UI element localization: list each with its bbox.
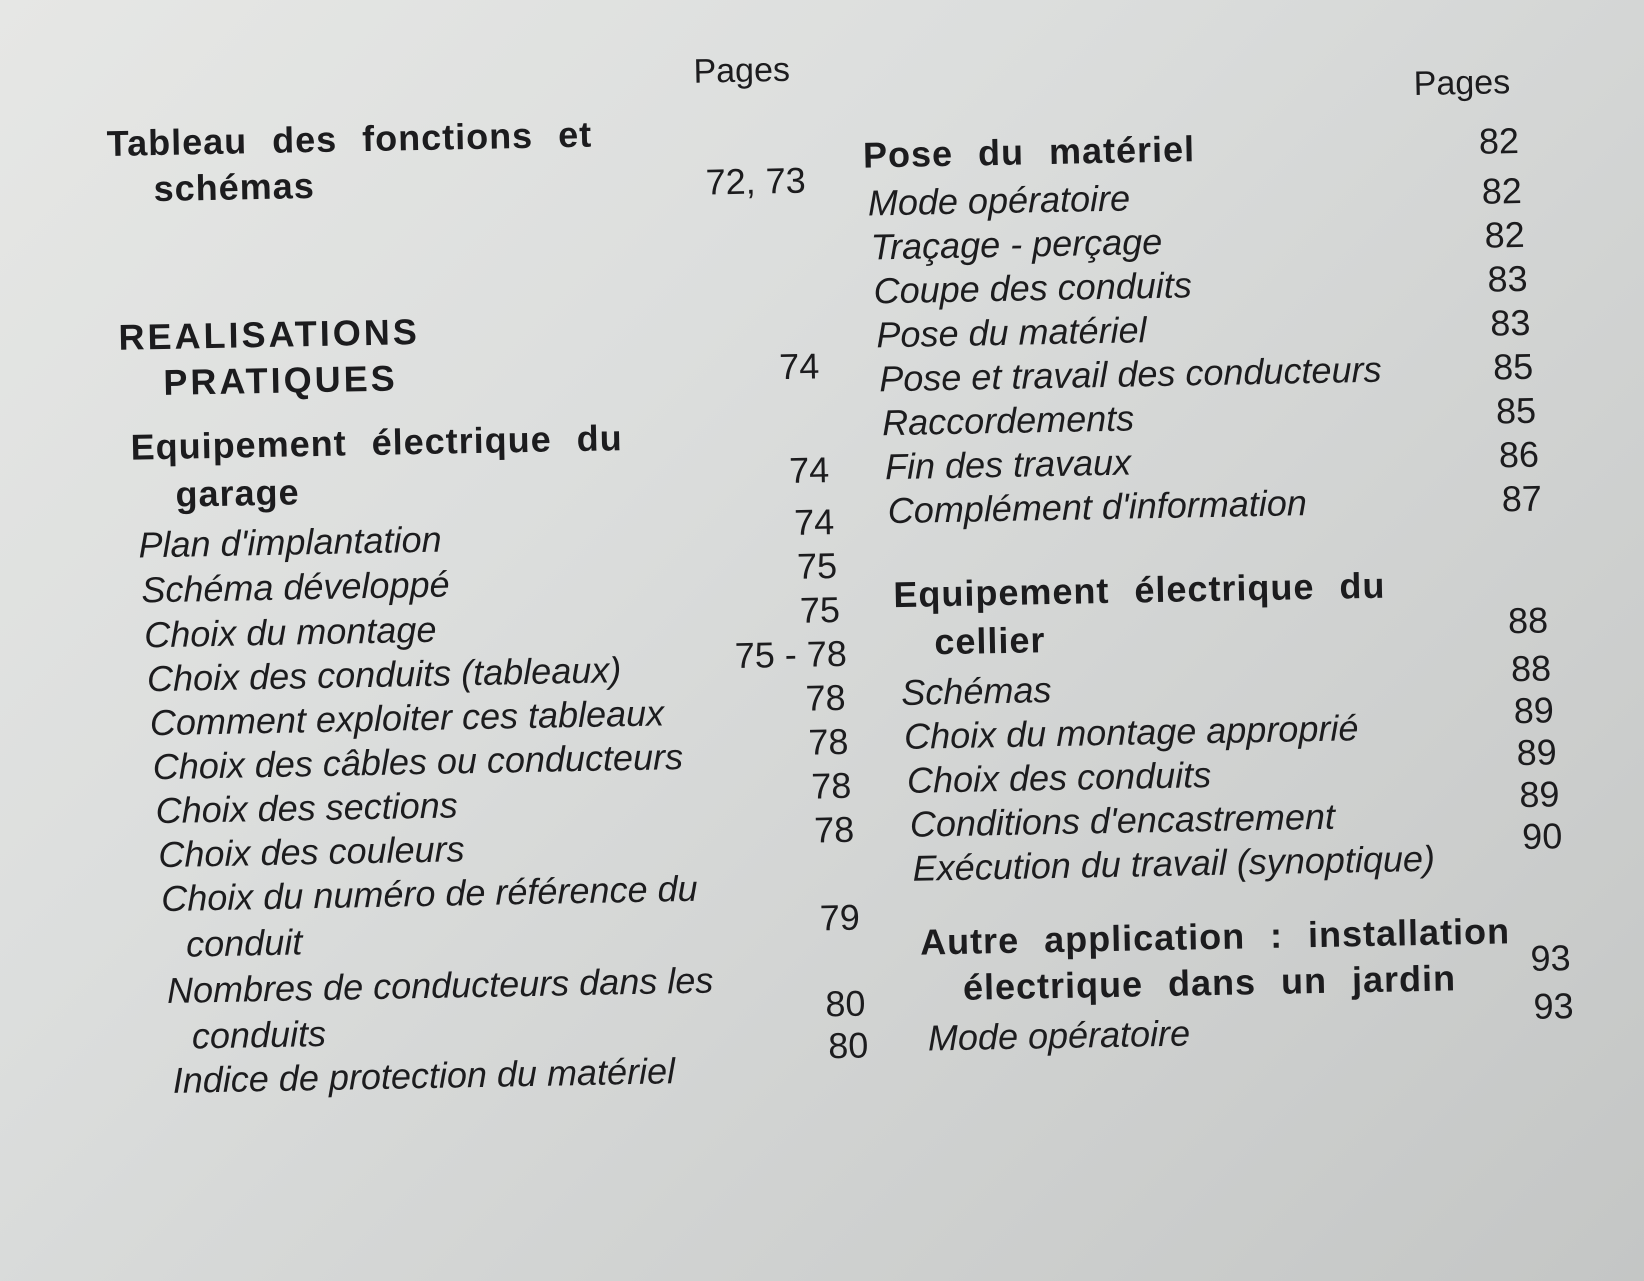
subsection-page-jardin: 93 bbox=[1530, 937, 1571, 979]
toc-item: Fin des travaux bbox=[884, 441, 1132, 488]
toc-item: Choix du montage bbox=[143, 608, 437, 656]
toc-item-page: 78 bbox=[813, 808, 855, 851]
section-heading: REALISATIONS bbox=[118, 311, 421, 358]
toc-item: Exécution du travail (synoptique) bbox=[912, 837, 1436, 889]
toc-item: Choix du montage approprié bbox=[903, 707, 1359, 757]
subsection-page-garage: 74 bbox=[788, 449, 830, 491]
toc-item: Choix des sections bbox=[155, 784, 459, 832]
toc-item: Schémas bbox=[900, 669, 1052, 713]
pages-header: Pages bbox=[1413, 63, 1511, 103]
toc-item-page: 85 bbox=[1495, 389, 1537, 432]
toc-item: Coupe des conduits bbox=[873, 264, 1193, 312]
toc-item: Complément d'information bbox=[887, 482, 1308, 532]
toc-item-page: 80 bbox=[825, 982, 866, 1025]
toc-item-page: 89 bbox=[1513, 689, 1555, 732]
toc-item-page: 80 bbox=[827, 1024, 869, 1067]
toc-item-page: 78 bbox=[808, 720, 849, 763]
toc-item: Choix des câbles ou conducteurs bbox=[152, 736, 684, 788]
subsection-page-cellier: 88 bbox=[1507, 599, 1549, 642]
toc-item-page: 78 bbox=[810, 764, 852, 807]
toc-item: Plan d'implantation bbox=[138, 518, 442, 566]
toc-item: Comment exploiter ces tableaux bbox=[149, 692, 665, 744]
toc-item: Mode opératoire bbox=[867, 177, 1131, 224]
toc-item-page: 75 bbox=[799, 588, 841, 631]
toc-item-page: 87 bbox=[1501, 477, 1543, 520]
toc-item-page: 74 bbox=[793, 501, 835, 543]
toc-item: Choix du numéro de référence du bbox=[160, 867, 698, 920]
toc-entry-page: 72, 73 bbox=[705, 159, 807, 203]
toc-item-page: 82 bbox=[1481, 169, 1523, 212]
toc-item: Pose et travail des conducteurs bbox=[878, 348, 1382, 400]
toc-item: Schéma développé bbox=[140, 563, 450, 611]
section-heading-cont: PRATIQUES bbox=[162, 357, 399, 403]
pages-header: Pages bbox=[693, 50, 791, 91]
toc-item-page: 86 bbox=[1498, 433, 1540, 476]
subsection-heading-cellier-cont: cellier bbox=[933, 619, 1046, 663]
toc-entry-title-cont: schémas bbox=[153, 164, 316, 210]
toc-item-page: 79 bbox=[819, 896, 861, 939]
toc-item-cont: conduit bbox=[185, 921, 303, 965]
toc-item: Raccordements bbox=[881, 397, 1135, 444]
toc-item-page: 89 bbox=[1518, 773, 1560, 816]
toc-item-page: 82 bbox=[1484, 213, 1526, 256]
toc-item: Conditions d'encastrement bbox=[909, 795, 1336, 845]
subsection-heading-garage: Equipement électrique du bbox=[130, 417, 623, 468]
toc-item-page: 78 bbox=[805, 676, 846, 719]
toc-item: Pose du matériel bbox=[876, 309, 1147, 356]
section-page: 82 bbox=[1478, 119, 1520, 162]
toc-right-column bbox=[840, 0, 1624, 1281]
toc-item-page: 88 bbox=[1510, 647, 1552, 690]
subsection-heading-jardin-cont: électrique dans un jardin bbox=[962, 957, 1457, 1008]
toc-item-page: 75 - 78 bbox=[734, 632, 848, 677]
toc-item-page: 89 bbox=[1516, 731, 1558, 774]
subsection-heading-jardin: Autre application : installation bbox=[919, 910, 1511, 963]
toc-item-page: 85 bbox=[1492, 345, 1534, 388]
section-page: 74 bbox=[778, 345, 820, 388]
toc-item-page: 93 bbox=[1533, 985, 1574, 1027]
toc-item: Indice de protection du matériel bbox=[172, 1050, 676, 1101]
section-heading-pose: Pose du matériel bbox=[862, 128, 1196, 176]
toc-entry-title: Tableau des fonctions et bbox=[106, 113, 593, 164]
subsection-heading-cellier: Equipement électrique du bbox=[893, 564, 1386, 616]
toc-item-page: 83 bbox=[1487, 257, 1528, 300]
toc-item-page: 90 bbox=[1521, 815, 1563, 858]
toc-item: Nombres de conducteurs dans les bbox=[166, 959, 714, 1011]
toc-item-cont: conduits bbox=[191, 1012, 327, 1057]
toc-item-page: 75 bbox=[796, 545, 838, 587]
toc-item: Mode opératoire bbox=[927, 1012, 1191, 1059]
toc-item: Traçage - perçage bbox=[870, 220, 1163, 268]
toc-item: Choix des conduits (tableaux) bbox=[146, 649, 622, 700]
toc-item: Choix des couleurs bbox=[158, 828, 465, 876]
toc-item: Choix des conduits bbox=[906, 754, 1212, 801]
toc-item-page: 83 bbox=[1489, 301, 1531, 344]
subsection-heading-garage-cont: garage bbox=[175, 471, 300, 515]
